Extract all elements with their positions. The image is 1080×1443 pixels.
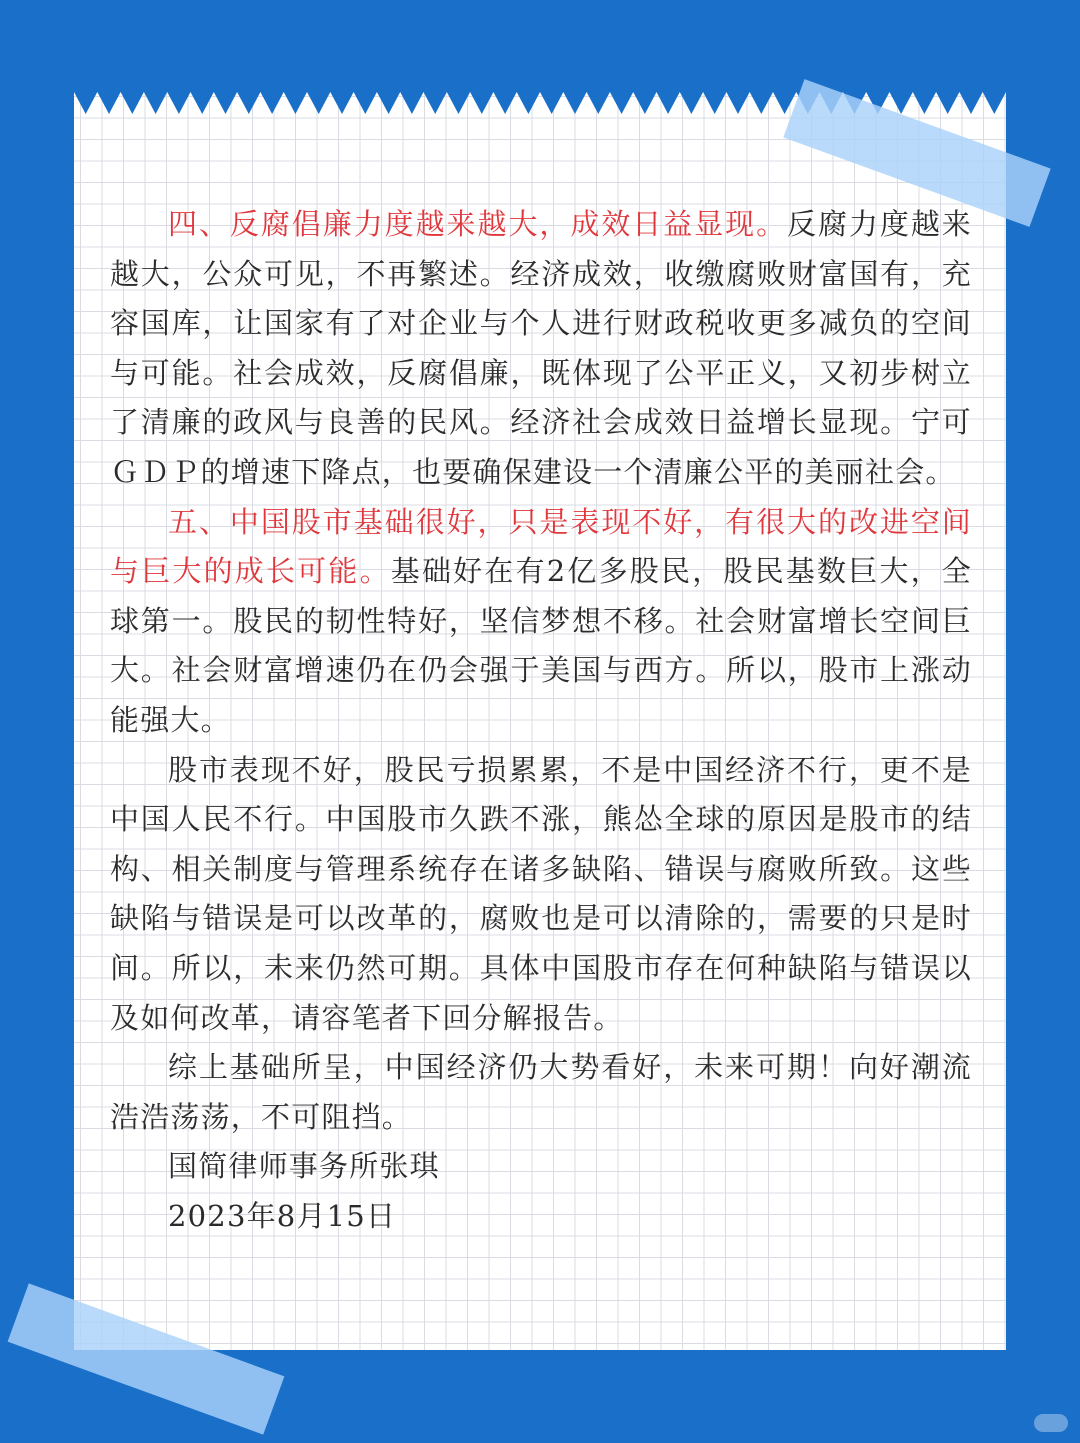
paragraph-conclusion: 综上基础所呈，中国经济仍大势看好，未来可期！向好潮流浩浩荡荡，不可阻挡。 <box>110 1050 972 1134</box>
heading-anti-corruption: 四、反腐倡廉力度越来越大，成效日益显现。 <box>168 207 788 241</box>
letter-date: 2023年8月15日 <box>168 1198 397 1233</box>
heading-stock-market: 五、中国股市基础很好，只是表现不好，有很大的改进空间与巨大的成长可能。 <box>110 504 972 589</box>
letter-body <box>110 200 972 1241</box>
paragraph-stock-market <box>110 498 972 746</box>
body-anti-corruption: 反腐力度越来越大，公众可见，不再繁述。经济成效，收缴腐败财富国有，充容国库，让国家有了对企业与个人进行财政税收更多减负的空间与可能。社会成效，反腐倡廉，既体现了公平正义，又初步树立了清廉的政风与良善的民风。经济社会成效日益增长显现。宁可ＧＤＰ的增速下降点，也要确保建设一个清廉公平的美丽社会。 <box>110 207 972 489</box>
author-signature: 国简律师事务所张琪 <box>168 1149 440 1184</box>
body-stock-market: 基础好在有2亿多股民，股民基数巨大，全球第一。股民的韧性特好，坚信梦想不移。社会财富增长空间巨大。社会财富增速仍在仍会强于美国与西方。所以，股市上涨动能强大。 <box>110 554 972 737</box>
paragraph-anti-corruption <box>110 200 972 498</box>
paragraph-market-performance: 股市表现不好，股民亏损累累，不是中国经济不行，更不是中国人民不行。中国股市久跌不涨，熊怂全球的原因是股市的结构、相关制度与管理系统存在诸多缺陷、错误与腐败所致。这些缺陷与错误是可以改革的，腐败也是可以清除的，需要的只是时间。所以，未来仍然可期。具体中国股市存在何种缺陷与错误以及如何改革，请容笔者下回分解报告。 <box>110 752 972 1035</box>
watermark-badge <box>1034 1414 1068 1432</box>
